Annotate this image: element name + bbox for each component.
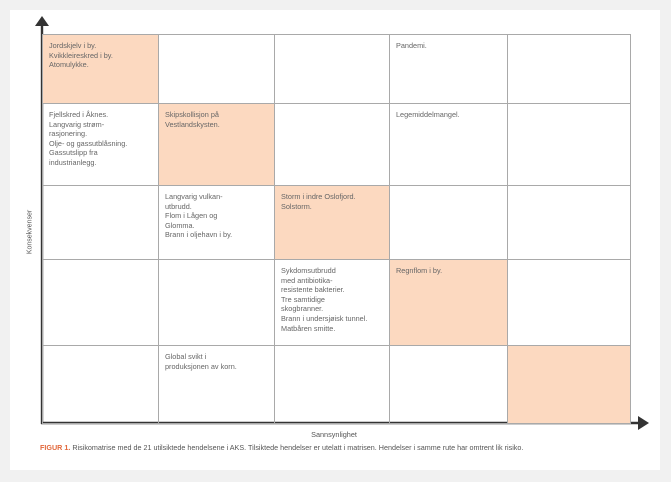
matrix-cell-r1-c4: Pandemi. [389,34,508,104]
matrix-cell-r3-c1 [42,185,159,260]
matrix-cell-r3-c2: Langvarig vulkan- utbrudd. Flom i Lågen og Glomma. Brann i oljehavn i by. [158,185,275,260]
x-axis-label: Sannsynlighet [311,430,357,439]
matrix-cell-r5-c4 [389,345,508,424]
matrix-cell-r2-c5 [507,103,631,186]
matrix-cell-r5-c2: Global svikt i produksjonen av korn. [158,345,275,424]
matrix-cell-r4-c3: Sykdomsutbrudd med antibiotika- resistente bakterier. Tre samtidige skogbranner. Brann i undersjøisk tunnel. Matbåren smitte. [274,259,390,346]
matrix-cell-r4-c2 [158,259,275,346]
matrix-cell-r2-c1: Fjellskred i Åknes. Langvarig strøm- rasjonering. Olje- og gassutblåsning. Gassutslipp fra industrianlegg. [42,103,159,186]
matrix-cell-r3-c3: Storm i indre Oslofjord. Solstorm. [274,185,390,260]
matrix-cell-r3-c4 [389,185,508,260]
matrix-cell-r4-c4: Regnflom i by. [389,259,508,346]
matrix-cell-r1-c3 [274,34,390,104]
matrix-cell-r5-c5 [507,345,631,424]
caption-text: Risikomatrise med de 21 utilsiktede hendelsene i AKS. Tilsiktede hendelser er utelatt i matrisen. Hendelser i samme rute har omtrent lik risiko. [70,443,524,452]
y-axis-label: Konsekvenser [26,209,34,255]
figure-label: FIGUR 1. [40,443,71,452]
matrix-cell-r2-c4: Legemiddelmangel. [389,103,508,186]
matrix-cell-r5-c3 [274,345,390,424]
y-axis-arrow [35,16,49,26]
matrix-cell-r1-c2 [158,34,275,104]
matrix-cell-r5-c1 [42,345,159,424]
matrix-cell-r2-c3 [274,103,390,186]
matrix-cell-r3-c5 [507,185,631,260]
x-axis-arrow [638,416,649,430]
matrix-cell-r2-c2: Skipskollisjon på Vestlandskysten. [158,103,275,186]
matrix-cell-r1-c5 [507,34,631,104]
matrix-cell-r4-c1 [42,259,159,346]
figure-caption [40,443,640,452]
matrix-cell-r4-c5 [507,259,631,346]
matrix-cell-r1-c1: Jordskjelv i by. Kvikkleireskred i by. Atomulykke. [42,34,159,104]
